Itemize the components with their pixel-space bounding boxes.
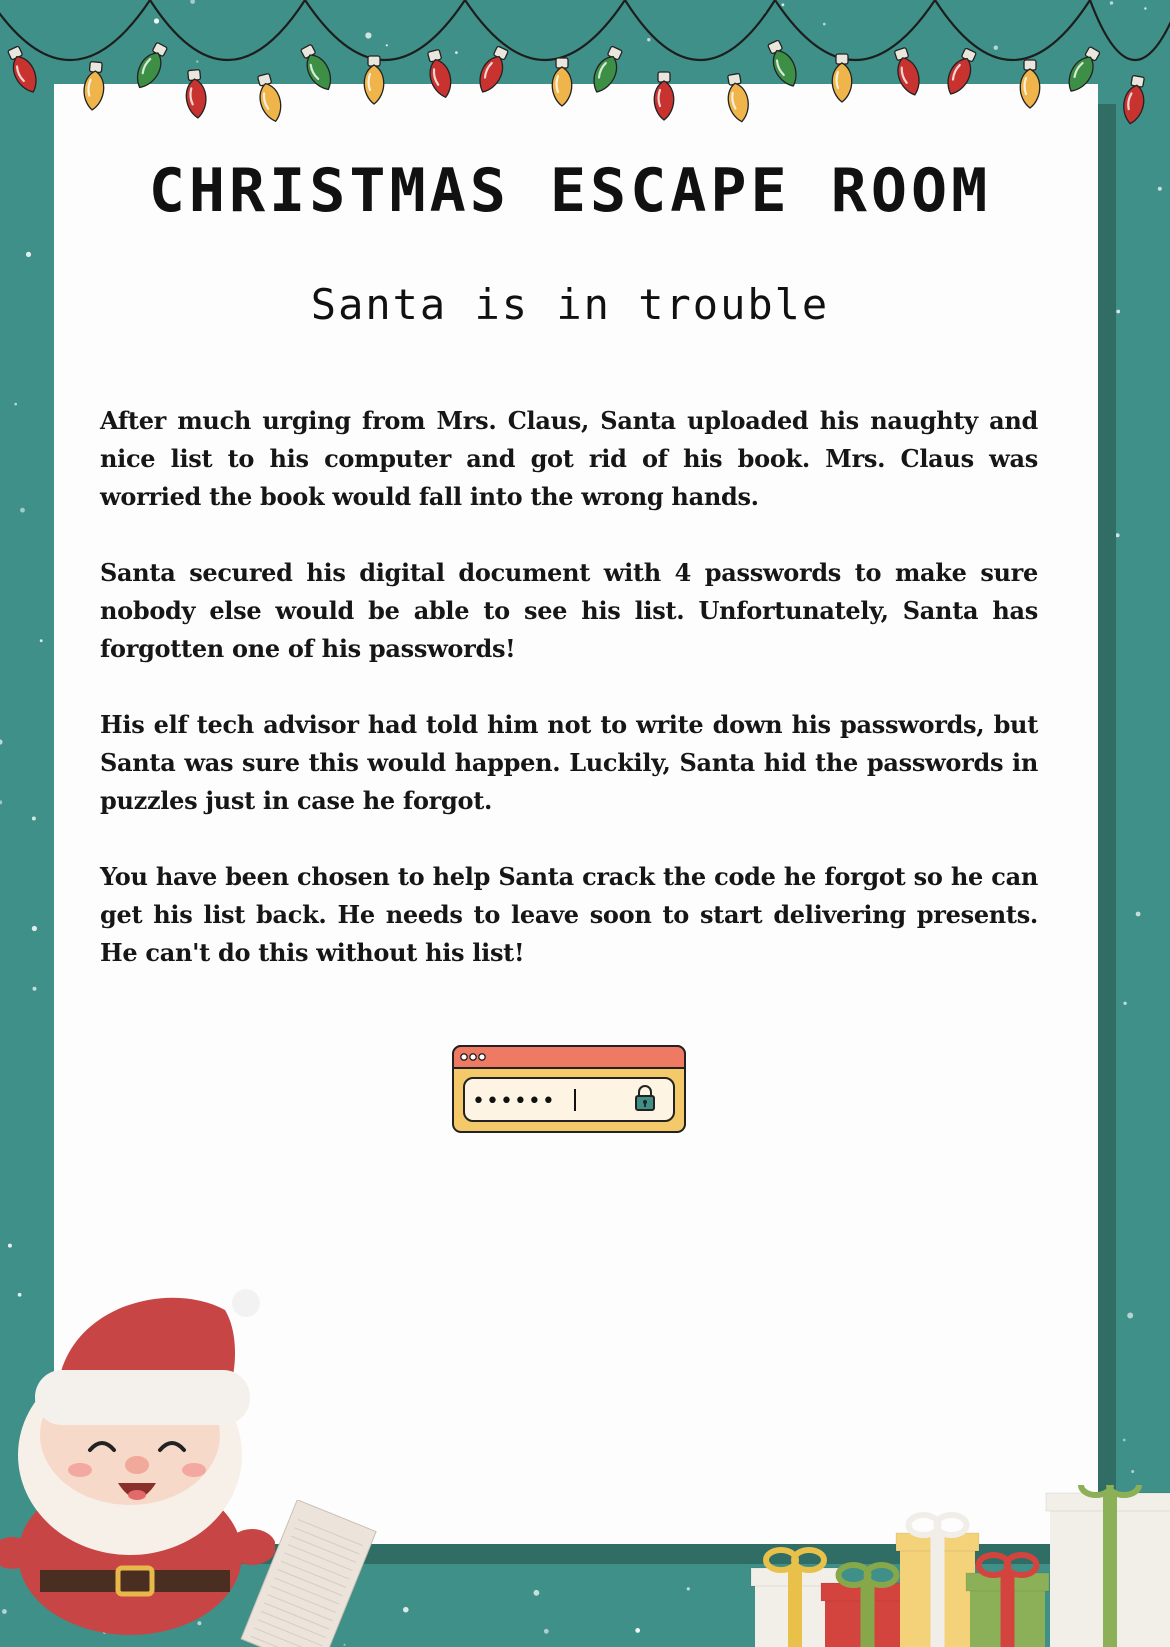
light-bulb [1121, 75, 1149, 126]
garland-wire [625, 0, 775, 60]
page-title: CHRISTMAS ESCAPE ROOM [148, 156, 992, 226]
light-bulb [552, 58, 572, 106]
light-bulb [424, 48, 455, 99]
light-bulb [942, 46, 980, 98]
window-titlebar [453, 1046, 685, 1068]
paragraph-4: You have been chosen to help Santa crack the code he forgot so he can get his list back. He needs to leave soon to start delivering presents. He can't do this without his list! [100, 862, 1038, 967]
paragraph-2: Santa secured his digital document with 4 passwords to make sure nobody else would be able to see his list. Unfortunately, Santa has forgotten one of his passwords! [100, 558, 1038, 663]
light-bulb [891, 46, 924, 98]
light-bulb [764, 38, 802, 90]
light-bulb [1020, 60, 1040, 108]
light-bulb [364, 56, 384, 104]
light-bulb [474, 44, 512, 96]
garland-wire [150, 0, 305, 60]
garland-wire [465, 0, 625, 60]
paragraph-3: His elf tech advisor had told him not to write down his passwords, but Santa was sure this would happen. Luckily, Santa hid the passwords in puzzles just in case he forgot. [100, 710, 1038, 815]
light-bulb [654, 72, 674, 120]
light-bulb [4, 44, 42, 96]
password-window-illustration [452, 1045, 686, 1135]
light-bulb [724, 73, 752, 124]
page-subtitle: Santa is in trouble [310, 280, 830, 329]
garland-wire [305, 0, 465, 60]
garland-wire [935, 0, 1090, 60]
gift-boxes-illustration [750, 1485, 1170, 1647]
gift-box [966, 1555, 1049, 1647]
light-bulb [832, 54, 852, 102]
garland-wire [775, 0, 935, 60]
window-control-dots [461, 1054, 485, 1060]
paragraph-1: After much urging from Mrs. Claus, Santa uploaded his naughty and nice list to his computer and got rid of his book. Mrs. Claus was worried the book would fall into the wrong hands. [100, 406, 1038, 511]
gift-box [1046, 1485, 1170, 1647]
light-bulb [184, 69, 208, 119]
light-bulb [1063, 45, 1104, 96]
garland-wire [0, 0, 150, 60]
santa-claus-illustration [0, 1285, 275, 1647]
garland-wire [1090, 0, 1170, 60]
light-bulb [254, 72, 285, 123]
light-bulb [82, 61, 106, 111]
password-dots: •••••• [472, 1089, 556, 1114]
christmas-lights-garland [0, 0, 1170, 140]
light-bulb [588, 44, 626, 96]
light-bulb [297, 42, 337, 94]
story-text [100, 402, 1038, 1010]
light-bulb [131, 40, 171, 92]
